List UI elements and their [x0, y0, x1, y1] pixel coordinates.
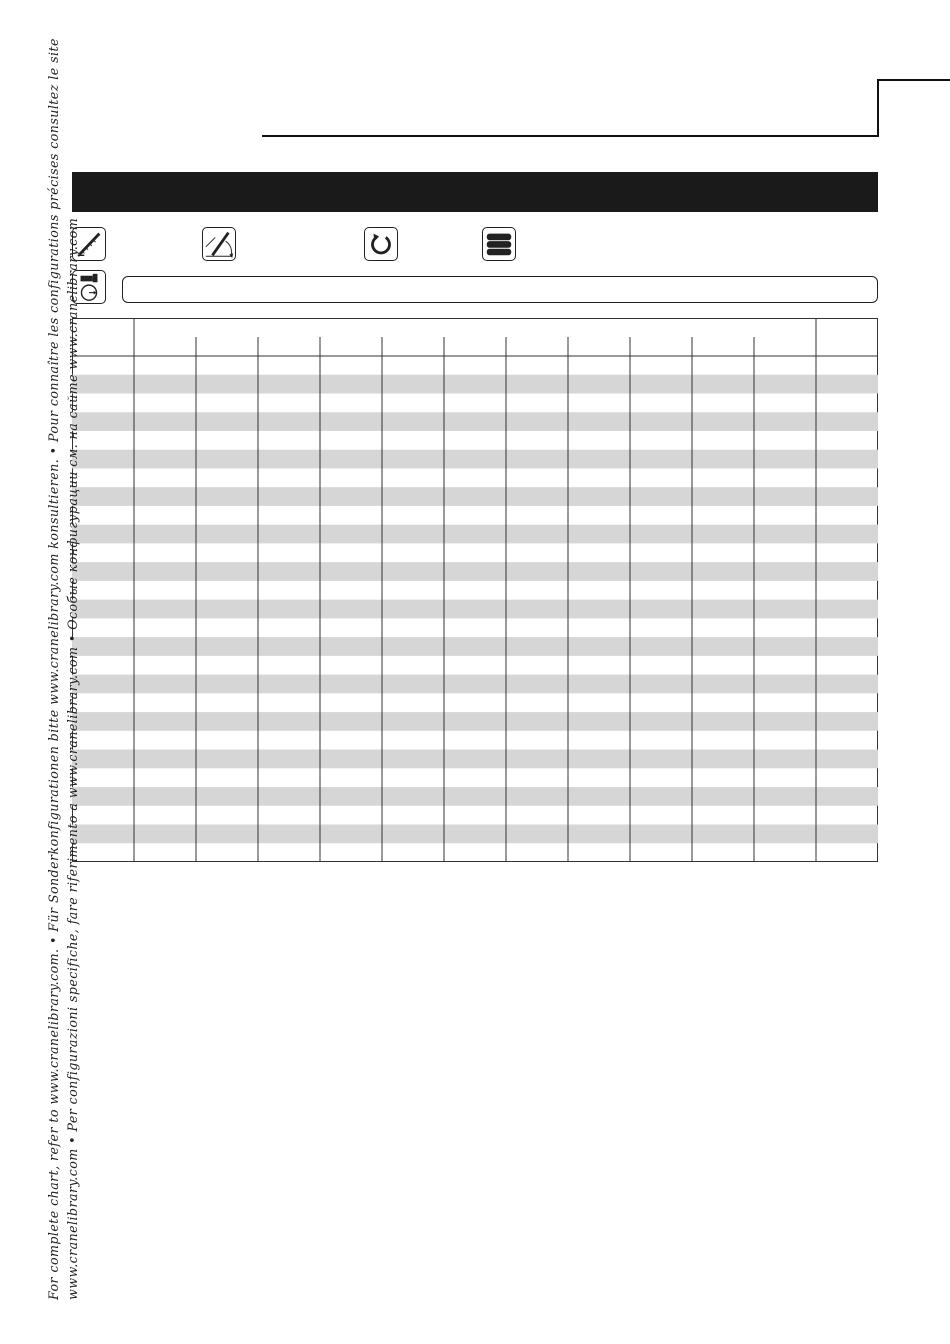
boom-angle-icon: [202, 227, 236, 261]
table-row-band: [72, 412, 878, 431]
table-row-band: [72, 487, 878, 506]
table-row-band: [72, 450, 878, 469]
load-chart-table: [72, 318, 878, 862]
table-row-band: [72, 600, 878, 619]
table-row-band: [72, 525, 878, 544]
counterweight-icon: [482, 227, 516, 261]
table-row-band: [72, 825, 878, 844]
rotation-360-icon: [364, 227, 398, 261]
side-note: [44, 38, 82, 1300]
configuration-note-field: [122, 276, 878, 303]
table-row-band: [72, 562, 878, 581]
side-note-line-1: For complete chart, refer to www.cranelibrary.com. • Für Sonderkonfigurationen bitte www.cranelibrary.com konsultieren. • Pour connaître les configurations précises consultez le site: [46, 38, 61, 1300]
table-row-band: [72, 750, 878, 769]
table-row-band: [72, 675, 878, 694]
page-corner-tab: [877, 79, 950, 137]
header-rule: [262, 135, 879, 137]
table-row-band: [72, 712, 878, 731]
table-row-band: [72, 375, 878, 394]
table-row-band: [72, 787, 878, 806]
chart-title-bar: [72, 172, 878, 212]
side-note-line-2: www.cranelibrary.com • Per configurazioni specifiche, fare riferimento a www.cranelibrary.com • Особые конфигурации см. на сайте www.cranelibrary.com: [65, 217, 80, 1300]
table-row-band: [72, 637, 878, 656]
load-chart-grid: [72, 318, 879, 863]
